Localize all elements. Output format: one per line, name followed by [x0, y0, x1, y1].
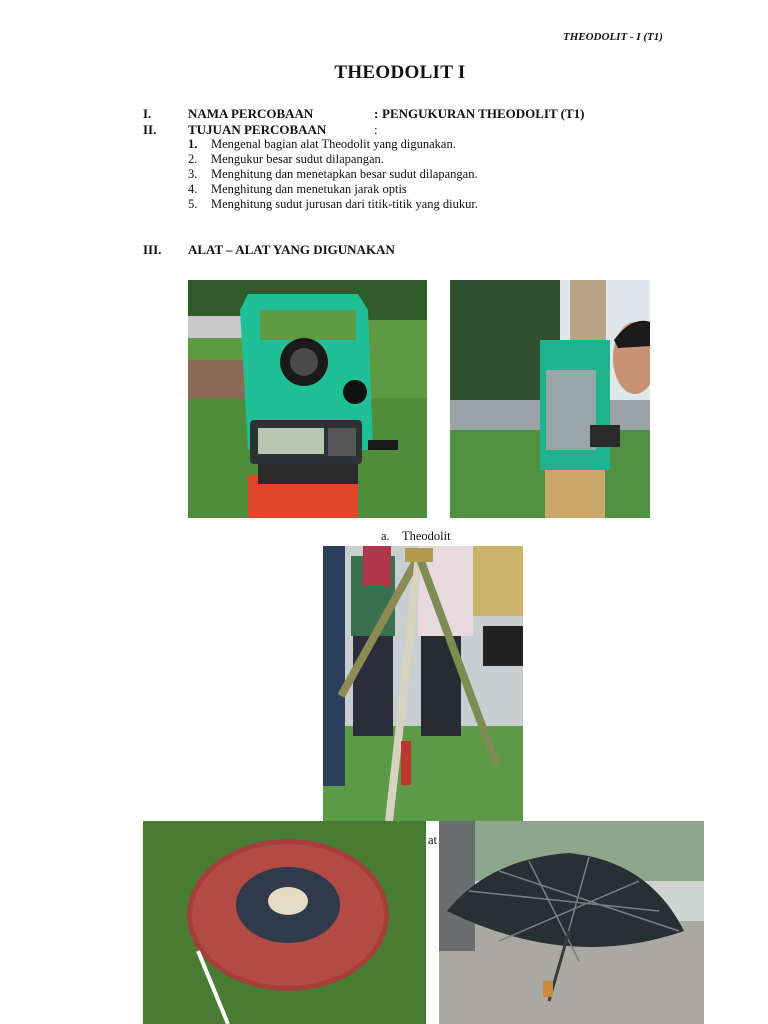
objective-text: Mengenal bagian alat Theodolit yang digunakan. — [211, 137, 456, 151]
measuring-tape-photo — [143, 821, 426, 1024]
umbrella-photo — [439, 821, 704, 1024]
theodolite-in-use-photo — [450, 280, 650, 518]
section-1-label: NAMA PERCOBAAN — [188, 106, 314, 121]
section-1-value: PENGUKURAN THEODOLIT (T1) — [382, 106, 585, 121]
partial-caption: at — [428, 833, 438, 847]
theodolite-front-photo — [188, 280, 427, 518]
caption-letter: a. — [381, 529, 390, 543]
objective-number: 5. — [188, 197, 198, 211]
objective-number: 4. — [188, 182, 198, 196]
running-header: THEODOLIT - I (T1) — [563, 31, 663, 43]
section-2-label: TUJUAN PERCOBAAN — [188, 122, 327, 137]
section-1-colon: : — [374, 106, 379, 121]
section-1-number: I. — [143, 106, 152, 121]
objective-text: Mengukur besar sudut dilapangan. — [211, 152, 384, 166]
objective-number: 2. — [188, 152, 198, 166]
section-2-number: II. — [143, 122, 157, 137]
objective-text: Menghitung dan menetapkan besar sudut dilapangan. — [211, 167, 478, 181]
objective-number: 1. — [188, 137, 198, 151]
objective-text: Menghitung dan menetukan jarak optis — [211, 182, 407, 196]
caption-text: Theodolit — [402, 529, 451, 543]
section-3-label: ALAT – ALAT YANG DIGUNAKAN — [188, 242, 395, 257]
objective-number: 3. — [188, 167, 198, 181]
tripod-photo — [323, 546, 523, 821]
section-2-colon: : — [374, 122, 378, 137]
objective-text: Menghitung sudut jurusan dari titik-titik yang diukur. — [211, 197, 478, 211]
section-3-number: III. — [143, 242, 162, 257]
page-title: THEODOLIT I — [334, 62, 466, 83]
